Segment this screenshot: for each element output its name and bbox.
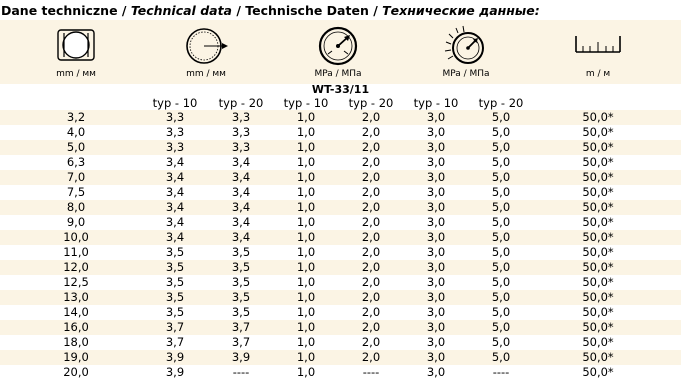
cell-inner-diameter: 12,5: [63, 275, 89, 289]
cell-working-pressure-typ10: 1,0: [296, 200, 316, 214]
working-pressure-icon: [316, 24, 360, 68]
cell-outer-diameter-typ10: 3,5: [165, 260, 185, 274]
cell-length: 50,0*: [582, 275, 614, 289]
cell-outer-diameter-typ20: 3,4: [231, 185, 251, 199]
cell-working-pressure-typ10: 1,0: [296, 320, 316, 334]
cell-burst-pressure-typ10: 3,0: [426, 350, 446, 364]
cell-burst-pressure-typ20: 5,0: [491, 215, 511, 229]
subheader-od-typ10: typ - 10: [152, 96, 198, 110]
cell-burst-pressure-typ10: 3,0: [426, 170, 446, 184]
cell-inner-diameter: 14,0: [63, 305, 89, 319]
cell-outer-diameter-typ20: 3,7: [231, 335, 251, 349]
cell-length: 50,0*: [582, 290, 614, 304]
cell-working-pressure-typ10: 1,0: [296, 125, 316, 139]
cell-burst-pressure-typ20: 5,0: [491, 140, 511, 154]
cell-working-pressure-typ10: 1,0: [296, 305, 316, 319]
cell-outer-diameter-typ20: 3,5: [231, 305, 251, 319]
cell-outer-diameter-typ20: 3,4: [231, 215, 251, 229]
outer-diameter-icon: [182, 24, 230, 68]
cell-inner-diameter: 16,0: [63, 320, 89, 334]
cell-inner-diameter: 7,0: [66, 170, 86, 184]
cell-outer-diameter-typ10: 3,3: [165, 140, 185, 154]
cell-burst-pressure-typ20: 5,0: [491, 125, 511, 139]
subheader-wp-typ20: typ - 20: [348, 96, 394, 110]
cell-length: 50,0*: [582, 335, 614, 349]
cell-outer-diameter-typ10: 3,3: [165, 125, 185, 139]
cell-inner-diameter: 20,0: [63, 365, 89, 379]
cell-burst-pressure-typ20: 5,0: [491, 245, 511, 259]
cell-burst-pressure-typ20: ----: [492, 365, 510, 379]
cell-outer-diameter-typ20: 3,3: [231, 125, 251, 139]
cell-burst-pressure-typ10: 3,0: [426, 230, 446, 244]
cell-working-pressure-typ20: 2,0: [361, 290, 381, 304]
cell-burst-pressure-typ10: 3,0: [426, 215, 446, 229]
table-row: [0, 365, 681, 380]
cell-outer-diameter-typ20: 3,5: [231, 290, 251, 304]
cell-length: 50,0*: [582, 125, 614, 139]
title-german: / Technische Daten /: [232, 3, 383, 18]
cell-outer-diameter-typ10: 3,4: [165, 155, 185, 169]
cell-inner-diameter: 12,0: [63, 260, 89, 274]
cell-length: 50,0*: [582, 230, 614, 244]
title-russian: Технические данные:: [382, 3, 540, 18]
cell-burst-pressure-typ20: 5,0: [491, 230, 511, 244]
cell-burst-pressure-typ10: 3,0: [426, 335, 446, 349]
cell-working-pressure-typ20: ----: [362, 365, 380, 379]
table-row: [0, 140, 681, 155]
length-ruler-icon: [573, 24, 623, 64]
cell-burst-pressure-typ20: 5,0: [491, 275, 511, 289]
inner-diameter-icon: [54, 24, 98, 68]
cell-length: 50,0*: [582, 305, 614, 319]
cell-working-pressure-typ20: 2,0: [361, 185, 381, 199]
title-english: Technical data: [130, 3, 232, 18]
title-polish: Dane techniczne /: [1, 3, 131, 18]
cell-outer-diameter-typ20: 3,4: [231, 170, 251, 184]
cell-inner-diameter: 10,0: [63, 230, 89, 244]
cell-inner-diameter: 19,0: [63, 350, 89, 364]
header-outer-diameter: [176, 20, 236, 84]
cell-burst-pressure-typ20: 5,0: [491, 110, 511, 124]
cell-working-pressure-typ10: 1,0: [296, 260, 316, 274]
cell-burst-pressure-typ10: 3,0: [426, 365, 446, 379]
cell-length: 50,0*: [582, 170, 614, 184]
cell-length: 50,0*: [582, 365, 614, 379]
table-row: [0, 275, 681, 290]
table-row: [0, 350, 681, 365]
cell-outer-diameter-typ20: 3,3: [231, 110, 251, 124]
cell-burst-pressure-typ20: 5,0: [491, 185, 511, 199]
cell-burst-pressure-typ10: 3,0: [426, 245, 446, 259]
cell-working-pressure-typ20: 2,0: [361, 320, 381, 334]
unit-label: mm / мм: [186, 69, 226, 79]
cell-working-pressure-typ10: 1,0: [296, 110, 316, 124]
cell-outer-diameter-typ10: 3,7: [165, 335, 185, 349]
cell-working-pressure-typ20: 2,0: [361, 200, 381, 214]
cell-inner-diameter: 8,0: [66, 200, 86, 214]
cell-burst-pressure-typ20: 5,0: [491, 335, 511, 349]
cell-working-pressure-typ10: 1,0: [296, 290, 316, 304]
table-row: [0, 215, 681, 230]
table-row: [0, 110, 681, 125]
table-row: [0, 245, 681, 260]
cell-burst-pressure-typ10: 3,0: [426, 185, 446, 199]
cell-working-pressure-typ10: 1,0: [296, 335, 316, 349]
cell-burst-pressure-typ20: 5,0: [491, 320, 511, 334]
cell-working-pressure-typ20: 2,0: [361, 275, 381, 289]
cell-working-pressure-typ20: 2,0: [361, 245, 381, 259]
cell-outer-diameter-typ20: 3,4: [231, 230, 251, 244]
cell-working-pressure-typ20: 2,0: [361, 260, 381, 274]
cell-length: 50,0*: [582, 350, 614, 364]
cell-working-pressure-typ20: 2,0: [361, 230, 381, 244]
cell-outer-diameter-typ10: 3,4: [165, 200, 185, 214]
cell-burst-pressure-typ20: 5,0: [491, 305, 511, 319]
subheader-bp-typ10: typ - 10: [413, 96, 459, 110]
subheader-bp-typ20: typ - 20: [478, 96, 524, 110]
cell-working-pressure-typ20: 2,0: [361, 350, 381, 364]
cell-burst-pressure-typ10: 3,0: [426, 155, 446, 169]
cell-length: 50,0*: [582, 155, 614, 169]
table-row: [0, 200, 681, 215]
header-inner-diameter: [46, 20, 106, 84]
cell-working-pressure-typ10: 1,0: [296, 350, 316, 364]
cell-burst-pressure-typ20: 5,0: [491, 350, 511, 364]
cell-inner-diameter: 9,0: [66, 215, 86, 229]
cell-working-pressure-typ20: 2,0: [361, 305, 381, 319]
cell-length: 50,0*: [582, 215, 614, 229]
table-row: [0, 290, 681, 305]
cell-burst-pressure-typ10: 3,0: [426, 305, 446, 319]
table-row: [0, 230, 681, 245]
table-row: [0, 305, 681, 320]
burst-pressure-icon: [442, 24, 490, 70]
cell-burst-pressure-typ20: 5,0: [491, 260, 511, 274]
cell-working-pressure-typ10: 1,0: [296, 365, 316, 379]
table-row: [0, 170, 681, 185]
cell-inner-diameter: 3,2: [66, 110, 86, 124]
cell-working-pressure-typ10: 1,0: [296, 155, 316, 169]
cell-inner-diameter: 11,0: [63, 245, 89, 259]
cell-burst-pressure-typ20: 5,0: [491, 290, 511, 304]
cell-length: 50,0*: [582, 110, 614, 124]
unit-label: mm / мм: [56, 69, 96, 79]
cell-working-pressure-typ10: 1,0: [296, 170, 316, 184]
table-row: [0, 320, 681, 335]
cell-inner-diameter: 7,5: [66, 185, 86, 199]
cell-working-pressure-typ20: 2,0: [361, 125, 381, 139]
cell-inner-diameter: 18,0: [63, 335, 89, 349]
cell-outer-diameter-typ20: 3,4: [231, 155, 251, 169]
cell-inner-diameter: 13,0: [63, 290, 89, 304]
cell-outer-diameter-typ10: 3,4: [165, 185, 185, 199]
subheader-od-typ20: typ - 20: [218, 96, 264, 110]
page-title: [1, 3, 540, 18]
unit-label: MPa / МПа: [314, 69, 362, 79]
cell-outer-diameter-typ20: 3,5: [231, 260, 251, 274]
cell-burst-pressure-typ10: 3,0: [426, 260, 446, 274]
cell-working-pressure-typ20: 2,0: [361, 155, 381, 169]
cell-working-pressure-typ10: 1,0: [296, 140, 316, 154]
cell-outer-diameter-typ10: 3,7: [165, 320, 185, 334]
cell-outer-diameter-typ10: 3,5: [165, 290, 185, 304]
table-row: [0, 185, 681, 200]
cell-working-pressure-typ20: 2,0: [361, 215, 381, 229]
cell-outer-diameter-typ20: ----: [232, 365, 250, 379]
cell-outer-diameter-typ20: 3,4: [231, 200, 251, 214]
cell-outer-diameter-typ20: 3,5: [231, 275, 251, 289]
cell-outer-diameter-typ10: 3,5: [165, 275, 185, 289]
unit-label: m / м: [585, 69, 611, 79]
table-row: [0, 260, 681, 275]
cell-outer-diameter-typ20: 3,9: [231, 350, 251, 364]
cell-burst-pressure-typ10: 3,0: [426, 275, 446, 289]
cell-outer-diameter-typ10: 3,5: [165, 245, 185, 259]
cell-outer-diameter-typ20: 3,7: [231, 320, 251, 334]
cell-length: 50,0*: [582, 185, 614, 199]
cell-burst-pressure-typ10: 3,0: [426, 290, 446, 304]
cell-outer-diameter-typ10: 3,5: [165, 305, 185, 319]
cell-burst-pressure-typ20: 5,0: [491, 170, 511, 184]
subheader-wp-typ10: typ - 10: [283, 96, 329, 110]
cell-burst-pressure-typ10: 3,0: [426, 140, 446, 154]
cell-working-pressure-typ10: 1,0: [296, 245, 316, 259]
cell-working-pressure-typ20: 2,0: [361, 170, 381, 184]
table-row: [0, 125, 681, 140]
cell-burst-pressure-typ10: 3,0: [426, 110, 446, 124]
cell-length: 50,0*: [582, 245, 614, 259]
cell-length: 50,0*: [582, 140, 614, 154]
table-row: [0, 155, 681, 170]
header-burst-pressure: [436, 20, 496, 84]
cell-outer-diameter-typ20: 3,5: [231, 245, 251, 259]
cell-length: 50,0*: [582, 200, 614, 214]
header-length: [568, 20, 628, 84]
model-label: WT-33/11: [311, 83, 370, 96]
cell-burst-pressure-typ10: 3,0: [426, 200, 446, 214]
cell-length: 50,0*: [582, 260, 614, 274]
cell-burst-pressure-typ10: 3,0: [426, 125, 446, 139]
cell-inner-diameter: 4,0: [66, 125, 86, 139]
cell-outer-diameter-typ10: 3,4: [165, 230, 185, 244]
cell-outer-diameter-typ10: 3,9: [165, 365, 185, 379]
cell-working-pressure-typ20: 2,0: [361, 335, 381, 349]
header-working-pressure: [308, 20, 368, 84]
cell-working-pressure-typ10: 1,0: [296, 275, 316, 289]
cell-burst-pressure-typ10: 3,0: [426, 320, 446, 334]
cell-outer-diameter-typ10: 3,9: [165, 350, 185, 364]
cell-outer-diameter-typ10: 3,3: [165, 110, 185, 124]
cell-inner-diameter: 5,0: [66, 140, 86, 154]
cell-outer-diameter-typ10: 3,4: [165, 215, 185, 229]
cell-outer-diameter-typ20: 3,3: [231, 140, 251, 154]
cell-working-pressure-typ10: 1,0: [296, 215, 316, 229]
table-header: [0, 20, 681, 84]
cell-inner-diameter: 6,3: [66, 155, 86, 169]
cell-working-pressure-typ20: 2,0: [361, 140, 381, 154]
cell-working-pressure-typ10: 1,0: [296, 185, 316, 199]
cell-outer-diameter-typ10: 3,4: [165, 170, 185, 184]
table-row: [0, 335, 681, 350]
unit-label: MPa / МПа: [442, 69, 490, 79]
cell-burst-pressure-typ20: 5,0: [491, 200, 511, 214]
cell-working-pressure-typ20: 2,0: [361, 110, 381, 124]
cell-burst-pressure-typ20: 5,0: [491, 155, 511, 169]
cell-length: 50,0*: [582, 320, 614, 334]
cell-working-pressure-typ10: 1,0: [296, 230, 316, 244]
